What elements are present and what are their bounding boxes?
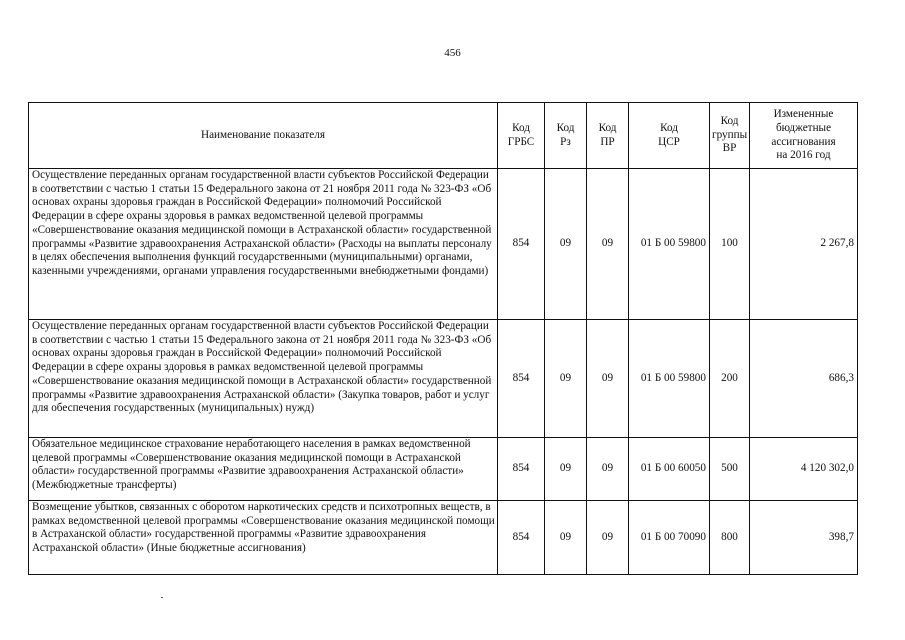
row-amount: 398,7	[750, 501, 858, 575]
table-row	[29, 320, 858, 438]
row-amount: 2 267,8	[750, 169, 858, 320]
header-vr: Код группы ВР	[710, 103, 750, 169]
row-vr: 100	[710, 169, 750, 320]
row-csr: 01 Б 00 70090	[629, 501, 710, 575]
header-grbs: Код ГРБС	[498, 103, 545, 169]
row-name: Возмещение убытков, связанных с оборотом наркотических средств и психотропных веществ, в рамках ведомственной целевой программы «Совершенствование оказания медицинской помощи в Астраханской области» государственной программы «Развитие здравоохранения Астраханской области» (Иные бюджетные ассигнования)	[29, 501, 498, 575]
row-csr: 01 Б 00 59800	[629, 169, 710, 320]
row-pr: 09	[587, 438, 629, 501]
header-amount: Измененные бюджетные ассигнования на 2016 год	[750, 103, 858, 169]
table-row	[29, 501, 858, 575]
row-rz: 09	[545, 169, 587, 320]
row-csr: 01 Б 00 59800	[629, 320, 710, 438]
row-amount: 4 120 302,0	[750, 438, 858, 501]
row-pr: 09	[587, 501, 629, 575]
page-number: 456	[444, 47, 461, 59]
row-rz: 09	[545, 438, 587, 501]
table-row	[29, 438, 858, 501]
row-vr: 800	[710, 501, 750, 575]
table-header-row	[29, 103, 858, 169]
row-amount: 686,3	[750, 320, 858, 438]
row-grbs: 854	[498, 438, 545, 501]
row-csr: 01 Б 00 60050	[629, 438, 710, 501]
row-rz: 09	[545, 501, 587, 575]
row-name: Осуществление переданных органам государственной власти субъектов Российской Федерации в соответствии с частью 1 статьи 15 Федерального закона от 21 ноября 2011 года № 323-ФЗ «Об основах охраны здоровья граждан в Российской Федерации» полномочий Российской Федерации в сфере охраны здоровья в рамках ведомственной целевой программы «Совершенствование оказания медицинской помощи в Астраханской области» государственной программы «Развитие здравоохранения Астраханской области» (Расходы на выплаты персоналу в целях обеспечения выполнения функций государственными (муниципальными) органами, казенными учреждениями, органами управления государственными внебюджетными фондами)	[29, 169, 498, 320]
row-name: Осуществление переданных органам государственной власти субъектов Российской Федерации в соответствии с частью 1 статьи 15 Федерального закона от 21 ноября 2011 года № 323-ФЗ «Об основах охраны здоровья граждан в Российской Федерации» полномочий Российской Федерации в сфере охраны здоровья в рамках ведомственной целевой программы «Совершенствование оказания медицинской помощи в Астраханской области» государственной программы «Развитие здравоохранения Астраханской области» (Закупка товаров, работ и услуг для обеспечения государственных (муниципальных) нужд)	[29, 320, 498, 438]
header-pr: Код ПР	[587, 103, 629, 169]
row-vr: 500	[710, 438, 750, 501]
row-name: Обязательное медицинское страхование неработающего населения в рамках ведомственной целевой программы «Совершенствование оказания медицинской помощи в Астраханской области» государственной программы «Развитие здравоохранения Астраханской области» (Межбюджетные трансферты)	[29, 438, 498, 501]
table-row	[29, 169, 858, 320]
row-pr: 09	[587, 169, 629, 320]
row-grbs: 854	[498, 169, 545, 320]
row-vr: 200	[710, 320, 750, 438]
header-name: Наименование показателя	[29, 103, 498, 169]
scan-speck	[161, 597, 163, 598]
row-rz: 09	[545, 320, 587, 438]
row-grbs: 854	[498, 501, 545, 575]
budget-table	[28, 102, 858, 575]
header-csr: Код ЦСР	[629, 103, 710, 169]
header-rz: Код Рз	[545, 103, 587, 169]
row-grbs: 854	[498, 320, 545, 438]
row-pr: 09	[587, 320, 629, 438]
